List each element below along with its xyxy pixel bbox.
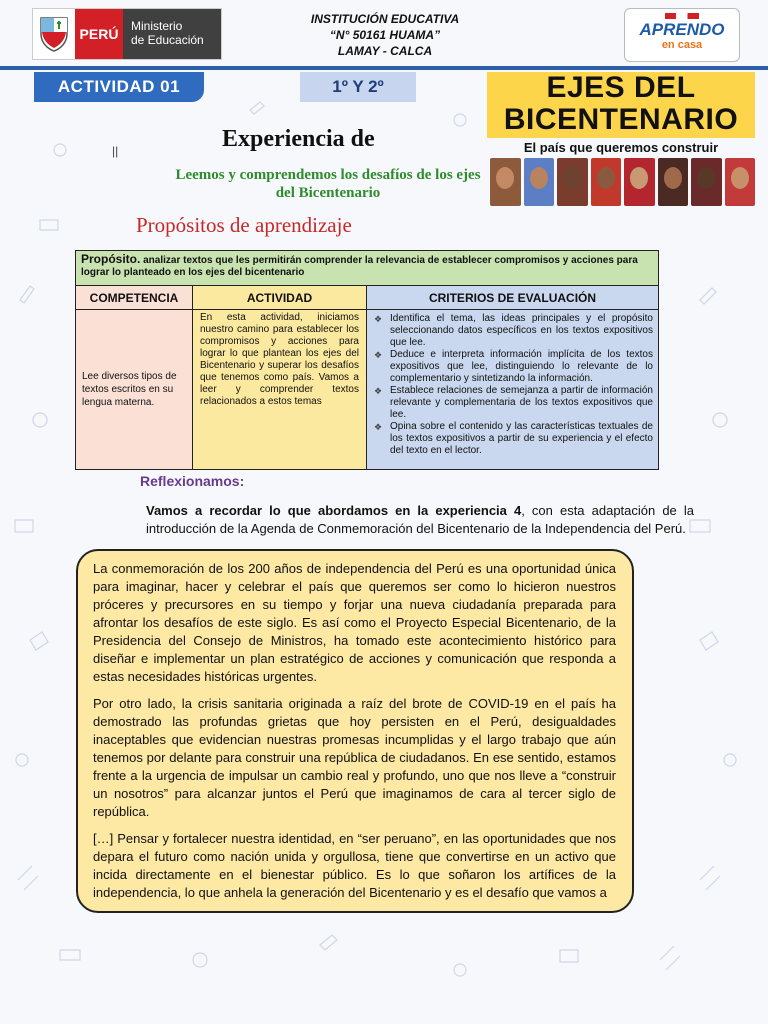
list-item: ❖ Deduce e interpreta información implícita de los textos expositivos que lee, distinguiendo lo relevante de lo complementario y sintetizando la información.: [374, 349, 653, 384]
person-photo: [490, 158, 521, 206]
ministry-name: Ministerio de Educación: [123, 9, 221, 59]
purpose-label: Propósito.: [81, 252, 141, 266]
header-divider: [0, 66, 768, 70]
school-line3: LAMAY - CALCA: [337, 44, 433, 58]
aprendo-subtitle: en casa: [661, 39, 703, 51]
header-actividad: ACTIVIDAD: [193, 286, 367, 310]
list-item: ❖ Opina sobre el contenido y las características textuales de los textos expositivos a partir de su experiencia y el efecto del texto en el lector.: [374, 421, 653, 456]
diamond-bullet-icon: ❖: [374, 422, 383, 432]
purpose-row: [76, 251, 659, 286]
person-photo: [524, 158, 555, 206]
person-photo: [691, 158, 722, 206]
diamond-bullet-icon: ❖: [374, 386, 383, 396]
person-photo: [624, 158, 655, 206]
lead-text: Leemos y comprendemos los desafíos de los ejes del Bicentenario: [175, 167, 481, 201]
table-row: [76, 310, 659, 470]
reading-paragraph-2: Por otro lado, la crisis sanitaria originada a raíz del brote de COVID-19 en el país ha demostrado las profundas grietas que hoy persisten en el Perú, desigualdades inaceptables que evidencian nuestras promesas incumplidas y el largo trabajo que aún tenemos por delante para construir una república de ciudadanos. En ese sentido, estamos frente a la urgencia de impulsar un cambio real y profundo, uno que nos lleve a “construir un nosotros” para alcanzar juntos el Perú que imaginamos de cara al tercer siglo de república.: [93, 696, 616, 819]
ejes-line1: EJES DEL: [546, 71, 696, 104]
table-header-row: [76, 286, 659, 310]
aprendo-en-casa-logo: [624, 8, 740, 62]
diamond-bullet-icon: ❖: [374, 350, 383, 360]
list-item: ❖ Identifica el tema, las ideas principales y el propósito seleccionando datos específicos en los textos expositivos que lee.: [374, 313, 653, 348]
reading-paragraph-3: […] Pensar y fortalecer nuestra identidad, en “ser peruano”, en las oportunidades que nos depara el futuro como nación unida y orgullosa, tiene que convertirse en un activo que incida directamente en el bienestar público. Es lo que soñaron los artífices de la independencia, lo que anhela la generación del Bicentenario y es el desafío que vamos a: [93, 831, 616, 900]
learning-purposes-heading: Propósitos de aprendizaje: [136, 213, 352, 237]
ejes-subtitle: El país que queremos construir: [523, 140, 719, 155]
aprendo-title: APRENDO: [639, 20, 725, 39]
purpose-table: [75, 250, 659, 470]
school-line2: “N° 50161 HUAMA”: [329, 28, 441, 42]
ejes-banner: [487, 72, 755, 138]
criteria-list: [372, 313, 653, 457]
people-photo-strip: [490, 158, 755, 208]
ejes-line2: BICENTENARIO: [503, 103, 739, 136]
peru-badge: PERÚ: [75, 9, 123, 59]
purpose-text: analizar textos que les permitirán comprender la relevancia de establecer compromisos y acciones para lograr lo planteado en los ejes del bicentenario: [81, 255, 638, 278]
reflection-intro: [146, 502, 694, 538]
activity-tag: ACTIVIDAD 01: [34, 72, 204, 102]
grade-tag: 1º Y 2º: [300, 72, 416, 102]
actividad-cell: En esta actividad, iniciamos nuestro camino para establecer los compromisos y acciones para lograr lo que plantean los ejes del Bicentenario y superar los desafíos que tenemos como país. Vamos a leer y comprender textos relacionados a estos temas: [193, 310, 367, 470]
intro-bold: Vamos a recordar lo que abordamos en la experiencia 4: [146, 503, 522, 518]
school-info: [260, 11, 510, 59]
competencia-cell: Lee diversos tipos de textos escritos en su lengua materna.: [76, 310, 193, 470]
experience-title: Experiencia de: [222, 126, 375, 152]
reading-box: [76, 549, 634, 913]
intro-rest: , con esta adaptación de la introducción de la Agenda de Conmemoración del Bicentenario de la Independencia del Perú.: [146, 503, 694, 536]
person-photo: [725, 158, 756, 206]
reflection-heading: Reflexionamos:: [140, 473, 245, 489]
criterios-cell: [367, 310, 659, 470]
header-competencia: COMPETENCIA: [76, 286, 193, 310]
list-item: ❖ Establece relaciones de semejanza a partir de información relevante y complementaria de los textos expositivos que lee.: [374, 385, 653, 420]
person-photo: [591, 158, 622, 206]
peru-flag-icon: [665, 13, 699, 19]
text-cursor-mark: ||: [112, 144, 119, 158]
header-criterios: CRITERIOS DE EVALUACIÓN: [367, 286, 659, 310]
person-photo: [658, 158, 689, 206]
ministry-logo: [32, 8, 222, 60]
purpose-cell: [76, 251, 659, 286]
school-line1: INSTITUCIÓN EDUCATIVA: [310, 12, 460, 26]
diamond-bullet-icon: ❖: [374, 314, 383, 324]
coat-of-arms-icon: [33, 10, 75, 58]
person-photo: [557, 158, 588, 206]
reading-paragraph-1: La conmemoración de los 200 años de independencia del Perú es una oportunidad única para imaginar, hacer y celebrar el país que queremos ser como lo hicieron nuestros próceres y precursores en su tiempo y forjar una nueva ciudadanía preparada para afrontar los desafíos de este siglo. Es así como el Proyecto Especial Bicentenario, de la Presidencia del Consejo de Ministros, ha tomado este acontecimiento histórico para diseñar e implementar un plan estratégico de acciones y comunicación que responda a estas necesidades históricas urgentes.: [93, 561, 616, 684]
